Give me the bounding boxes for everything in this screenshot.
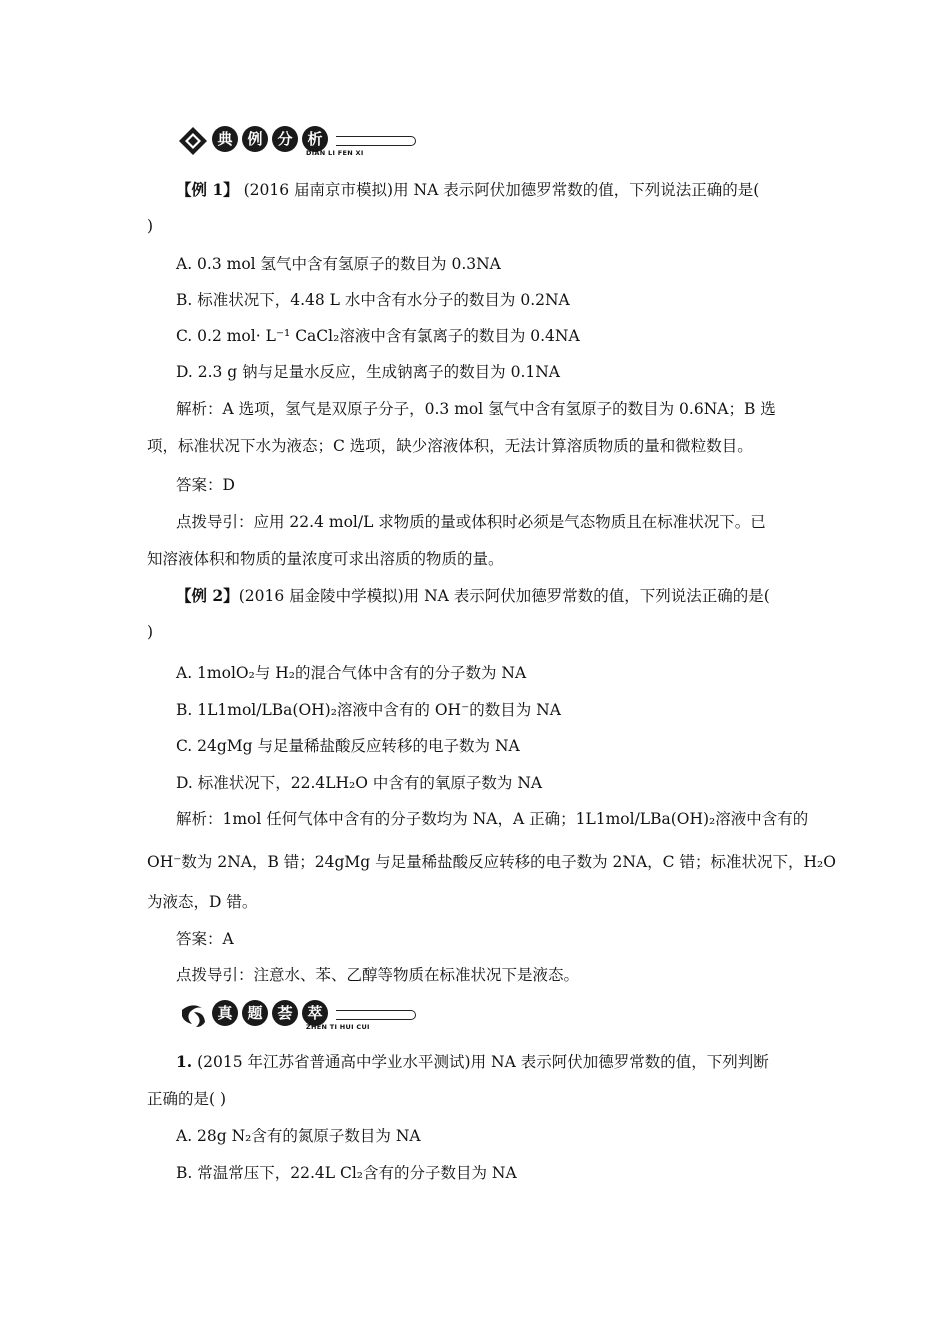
option-d: D. 标准状况下，22.4LH₂O 中含有的氧原子数为 NA xyxy=(176,774,543,792)
example-tag: 【例 1】 xyxy=(176,180,239,199)
analysis-line: 项，标准状况下水为液态；C 选项，缺少溶液体积，无法计算溶质物质的量和微粒数目。 xyxy=(147,437,753,455)
option-d: D. 2.3 g 钠与足量水反应，生成钠离子的数目为 0.1NA xyxy=(176,363,560,381)
analysis-line: 解析：A 选项，氢气是双原子分子，0.3 mol 氢气中含有氢原子的数目为 0.6NA；B 选 xyxy=(176,400,776,418)
option-b: B. 常温常压下，22.4L Cl₂含有的分子数目为 NA xyxy=(176,1164,517,1182)
banner-char: 典 xyxy=(212,126,238,152)
stem-text: (2016 届南京市模拟)用 NA 表示阿伏加德罗常数的值，下列说法正确的是( xyxy=(238,181,760,199)
option-b: B. 标准状况下，4.48 L 水中含有水分子的数目为 0.2NA xyxy=(176,291,570,309)
analysis-line: OH⁻数为 2NA，B 错；24gMg 与足量稀盐酸反应转移的电子数为 2NA，C 错；标准状况下，H₂O xyxy=(147,853,836,871)
option-c: C. 24gMg 与足量稀盐酸反应转移的电子数为 NA xyxy=(176,737,520,755)
option-a: A. 1molO₂与 H₂的混合气体中含有的分子数为 NA xyxy=(176,664,527,682)
banner-pinyin: DIAN LI FEN XI xyxy=(306,149,364,157)
banner-char: 例 xyxy=(242,126,268,152)
analysis-line: 解析：1mol 任何气体中含有的分子数均为 NA，A 正确；1L1mol/LBa(OH)₂溶液中含有的 xyxy=(176,810,809,828)
question-1-stem xyxy=(176,1052,769,1072)
stem-text: (2016 届金陵中学模拟)用 NA 表示阿伏加德罗常数的值，下列说法正确的是( xyxy=(238,587,770,605)
example-2-stem-end: ) xyxy=(147,623,154,641)
banner-rule xyxy=(336,136,416,146)
section-banner-questions xyxy=(178,996,428,1032)
example-2-stem xyxy=(176,586,770,606)
option-a: A. 0.3 mol 氢气中含有氢原子的数目为 0.3NA xyxy=(176,255,501,273)
answer: 答案：A xyxy=(176,930,234,948)
banner-char: 题 xyxy=(242,1000,268,1026)
example-1-stem xyxy=(176,180,759,200)
option-c: C. 0.2 mol· L⁻¹ CaCl₂溶液中含有氯离子的数目为 0.4NA xyxy=(176,327,580,345)
banner-pinyin: ZHEN TI HUI CUI xyxy=(306,1023,370,1031)
banner-char: 萃 xyxy=(302,1000,328,1026)
banner-char: 分 xyxy=(272,126,298,152)
section-banner-examples xyxy=(178,122,428,158)
example-1-stem-end: ) xyxy=(147,217,154,235)
stem-text: (2015 年江苏省普通高中学业水平测试)用 NA 表示阿伏加德罗常数的值，下列判断 xyxy=(192,1053,769,1071)
banner-char: 析 xyxy=(302,126,328,152)
answer: 答案：D xyxy=(176,476,235,494)
tip-line: 知溶液体积和物质的量浓度可求出溶质的物质的量。 xyxy=(147,550,504,568)
swirl-logo-icon xyxy=(178,1000,208,1030)
option-a: A. 28g N₂含有的氮原子数目为 NA xyxy=(176,1127,421,1145)
banner-char: 真 xyxy=(212,1000,238,1026)
diamond-icon xyxy=(178,126,208,156)
analysis-line: 为液态，D 错。 xyxy=(147,893,258,911)
tip-line: 点拨导引：应用 22.4 mol/L 求物质的量或体积时必须是气态物质且在标准状况下。已 xyxy=(176,513,766,531)
banner-char: 荟 xyxy=(272,1000,298,1026)
example-tag: 【例 2】 xyxy=(176,586,239,605)
question-number: 1. xyxy=(176,1052,193,1071)
banner-rule xyxy=(336,1010,416,1020)
option-b: B. 1L1mol/LBa(OH)₂溶液中含有的 OH⁻的数目为 NA xyxy=(176,701,561,719)
question-1-stem-end: 正确的是( ) xyxy=(147,1090,227,1108)
tip-line: 点拨导引：注意水、苯、乙醇等物质在标准状况下是液态。 xyxy=(176,966,580,984)
